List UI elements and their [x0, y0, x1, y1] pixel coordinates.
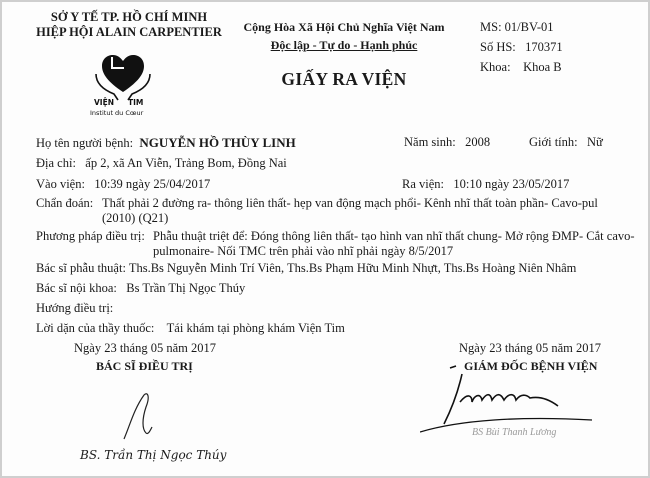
discharge-label: Ra viện: [402, 177, 445, 191]
diagnosis-label: Chẩn đoán: [36, 196, 94, 210]
logo-text-vien: VIỆN [94, 98, 114, 107]
birth-year [404, 135, 490, 150]
vien-tim-logo [88, 50, 158, 112]
admission-label: Vào viện: [36, 177, 85, 191]
gender-label: Giới tính: [529, 135, 578, 149]
patient-name-value: NGUYỄN HỒ THÙY LINH [139, 135, 296, 150]
internist-row [36, 281, 245, 296]
diagnosis-line-1: Thất phải 2 đường ra- thông liên thất- hẹp van động mạch phổi- Kênh nhĩ thất toàn phần- Cavo-pul [102, 196, 598, 210]
discharge-row [402, 177, 569, 192]
discharge-value: 10:10 ngày 23/05/2017 [453, 177, 570, 191]
diagnosis-line-2: (2010) (Q21) [102, 211, 169, 225]
admission-value: 10:39 ngày 25/04/2017 [94, 177, 211, 191]
treatment-line-2: pulmonaire- Nối TMC trên phải vào nhĩ phải ngày 8/5/2017 [153, 244, 454, 258]
record-number [480, 40, 563, 55]
advice-label: Lời dặn của thầy thuốc: [36, 321, 155, 335]
direction-label: Hướng điều trị: [36, 301, 114, 315]
dept-value: Khoa B [523, 60, 562, 74]
doctor-advice-row [36, 321, 345, 336]
org-line-2: HIỆP HỘI ALAIN CARPENTIER [36, 25, 222, 39]
right-sign-title: GIÁM ĐỐC BỆNH VIỆN [464, 359, 598, 373]
left-sign-title: BÁC SĨ ĐIỀU TRỊ [96, 359, 193, 373]
address-row [36, 156, 287, 171]
nation-line-2 [224, 37, 464, 54]
logo-subtitle: Institut du Cœur [90, 109, 144, 117]
admission-row [36, 177, 210, 192]
gender-value: Nữ [587, 135, 603, 149]
treating-doctor-signature [112, 387, 172, 447]
birth-value: 2008 [465, 135, 491, 149]
logo-text-tim: TIM [128, 98, 144, 107]
left-signer-name-text: BS. Trần Thị Ngọc Thúy [80, 448, 227, 462]
address-value: ấp 2, xã An Viễn, Trảng Bom, Đồng Nai [85, 156, 287, 170]
record-value: 170371 [525, 40, 563, 54]
ms-value: 01/BV-01 [504, 20, 554, 34]
surgeon-row [36, 261, 576, 276]
patient-name-row [36, 135, 296, 151]
treatment-direction-row [36, 301, 113, 316]
gender [529, 135, 603, 150]
birth-label: Năm sinh: [404, 135, 456, 149]
department [480, 60, 562, 75]
surgeon-value: Ths.Bs Nguyễn Minh Trí Viên, Ths.Bs Phạm Hữu Minh Nhựt, Ths.Bs Hoàng Niên Nhâm [128, 261, 577, 275]
motto: Độc lập - Tự do - Hạnh phúc [270, 38, 418, 52]
patient-name-label: Họ tên người bệnh: [36, 136, 134, 150]
left-sign-date: Ngày 23 tháng 05 năm 2017 [74, 341, 216, 355]
internist-value: Bs Trần Thị Ngọc Thúy [126, 281, 246, 295]
page-title: GIẤY RA VIỆN [281, 69, 407, 89]
address-label: Địa chỉ: [36, 156, 76, 170]
ms-label: MS: [480, 20, 502, 34]
internist-label: Bác sĩ nội khoa: [36, 281, 117, 295]
right-sign-date: Ngày 23 tháng 05 năm 2017 [459, 341, 601, 355]
treatment-line-1: Phẫu thuật triệt để: Đóng thông liên thất- tạo hình van nhĩ thất chung- Mở rộng ĐMP- Cắt cavo- [153, 229, 635, 243]
org-line-1: SỞ Y TẾ TP. HỒ CHÍ MINH [50, 10, 208, 24]
record-label: Số HS: [480, 40, 516, 54]
nation-line-1: Cộng Hòa Xã Hội Chủ Nghĩa Việt Nam [243, 20, 445, 34]
right-signer-name: BS Bùi Thanh Lương [472, 427, 557, 438]
ms-code [480, 20, 554, 35]
treatment-label: Phương pháp điều trị: [36, 229, 145, 243]
left-signer-name [80, 446, 226, 464]
surgeon-label: Bác sĩ phẫu thuật: [36, 261, 126, 275]
dept-label: Khoa: [480, 60, 511, 74]
advice-value: Tái khám tại phòng khám Viện Tim [166, 321, 345, 335]
